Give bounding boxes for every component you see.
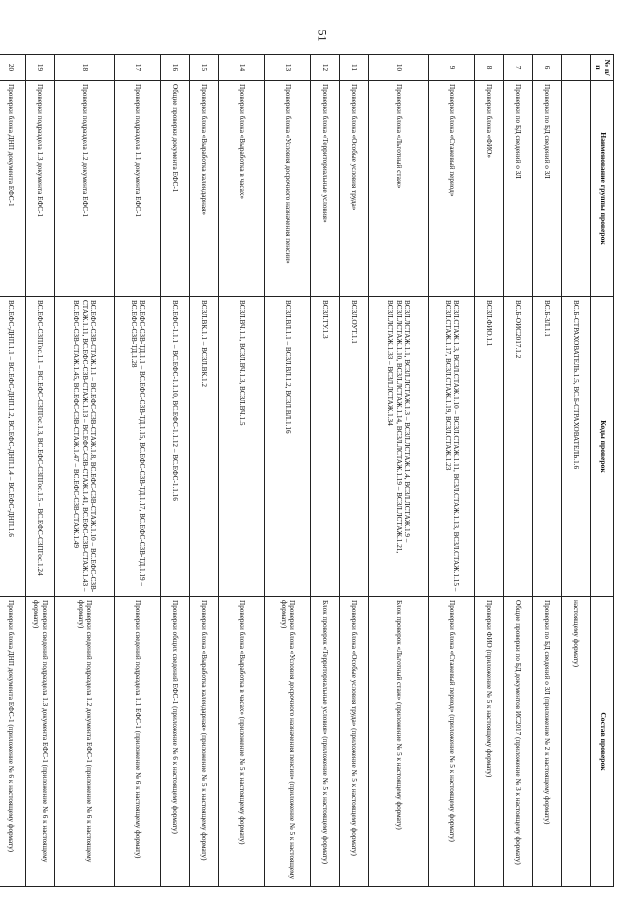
page-number: 51: [315, 29, 330, 42]
row-num: 12: [311, 55, 340, 81]
row-content: Проверки блока «Условия досрочного назначения пенсии» (приложение № 5 к настоящему формату): [265, 597, 311, 887]
row-name: Проверки подраздела 1.3 документа ЕФС-1: [26, 81, 55, 297]
row-content: настоящему формату): [562, 597, 591, 887]
rotated-table-container: [7, 54, 614, 886]
row-codes: ВС.Б-ЗЛ.1.1: [533, 297, 562, 597]
row-content: Проверки блока «Стажевый период» (приложение № 5 к настоящему формату): [429, 597, 475, 887]
table-row: [369, 55, 429, 887]
row-codes: ВСЗЛ.ВЧ.1.1, ВСЗЛ.ВЧ.1.3, ВСЗЛ.ВЧ.1.5: [219, 297, 265, 597]
header-content: Состав проверок: [591, 597, 614, 887]
row-name: Проверки блока «ФИО»: [475, 81, 504, 297]
row-codes: ВС.ЕФС-СЗПГос.1.1 – ВС.ЕФС-СЗПГос.1.3, ВС.ЕФС-СЗПГос.1.5 – ВС.ЕФС-СЗПГос.1.24: [26, 297, 55, 597]
row-name: [562, 81, 591, 297]
row-content: Проверки блока «Выработка календарная» (приложение № 5 к настоящему формату): [190, 597, 219, 887]
table-row: [115, 55, 161, 887]
row-codes: ВС.ЕФС-1.1.1 – ВС.ЕФС-1.1.10, ВС.ЕФС-1.1.12 – ВС.ЕФС-1.1.16: [161, 297, 190, 597]
table-row: [533, 55, 562, 887]
row-codes: ВСЗЛ.ВЛ.1.1 – ВСЗЛ.ВЛ.1.2, ВСЗЛ.ВЛ.1.16: [265, 297, 311, 597]
table-row: [475, 55, 504, 887]
row-name: Проверки подраздела 1.2 документа ЕФС-1: [55, 81, 115, 297]
row-num: 17: [115, 55, 161, 81]
row-codes: ВС.Б-ОИС2017.1.2: [504, 297, 533, 597]
row-content: Проверки по БД сведений о ЗЛ (приложение № 2 к настоящему формату): [533, 597, 562, 887]
row-content: Блок проверок «Льготный стаж» (приложение № 5 к настоящему формату): [369, 597, 429, 887]
table-row: [26, 55, 55, 887]
row-num: 19: [26, 55, 55, 81]
row-num: 18: [55, 55, 115, 81]
row-codes: ВС.ЕФС-СЗВ-СТАЖ.1.1 – ВС.ЕФС-СЗВ-СТАЖ.1.8, ВС.ЕФС-СЗВ-СТАЖ.1.10 – ВС.ЕФС-СЗВ-СТАЖ.1.11, ВС.ЕФС-СЗВ-СТАЖ.1.13 – ВС.ЕФС-СЗВ-СТАЖ.1.41, ВС.ЕФС-СЗВ-СТАЖ.1.43 – ВС.ЕФС-СЗВ-СТАЖ.1.45, ВС.ЕФС-СЗВ-СТАЖ.1.47 – ВС.ЕФС-СЗВ-СТАЖ.1.49: [55, 297, 115, 597]
row-num: 11: [340, 55, 369, 81]
table-row: [161, 55, 190, 887]
row-content: Проверки блока «Особые условия труда» (приложение № 5 к настоящему формату): [340, 597, 369, 887]
row-content: Блок проверок «Территориальные условия» (приложение № 5 к настоящему формату): [311, 597, 340, 887]
table-row: [311, 55, 340, 887]
table-row: [265, 55, 311, 887]
header-num: № п/п: [591, 55, 614, 81]
row-codes: ВСЗЛ.ВК.1.1 – ВСЗЛ.ВК.1.2: [190, 297, 219, 597]
row-num: 9: [429, 55, 475, 81]
row-num: [562, 55, 591, 81]
row-name: Проверки по БД сведений о ЗЛ: [504, 81, 533, 297]
row-name: Общие проверки документа ЕФС-1: [161, 81, 190, 297]
header-name: Наименование группы проверок: [591, 81, 614, 297]
row-num: 15: [190, 55, 219, 81]
row-codes: ВСЗЛ.ЛСТАЖ.1.1, ВСЗЛ.ЛСТАЖ.1.3 – ВСЗЛ.ЛСТАЖ.1.4, ВСЗЛ.ЛСТАЖ.1.9 – ВСЗЛ.ЛСТАЖ.1.10, ВСЗЛ.ЛСТАЖ.1.14, ВСЗЛ.ЛСТАЖ.1.19 – ВСЗЛ.ЛСТАЖ.1.21, ВСЗЛ.ЛСТАЖ.1.33 – ВСЗЛ.ЛСТАЖ.1.34: [369, 297, 429, 597]
row-name: Проверки блока «Выработка календарная»: [190, 81, 219, 297]
row-content: Проверки сведений подраздела 1.3 документа ЕФС-1 (приложение № 6 к настоящему формату): [26, 597, 55, 887]
row-content: Общие проверки по БД документов ИС2017 (приложение № 3 к настоящему формату): [504, 597, 533, 887]
row-num: 14: [219, 55, 265, 81]
table-row: [190, 55, 219, 887]
row-name: Проверки по БД сведений о ЗЛ: [533, 81, 562, 297]
row-name: Проверки блока ДНП документа ЕФС-1: [0, 81, 26, 297]
row-name: Проверки блока «Условия досрочного назначения пенсии»: [265, 81, 311, 297]
row-content: Проверки общих сведений ЕФС-1 (приложение № 6 к настоящему формату): [161, 597, 190, 887]
table-row: [0, 55, 26, 887]
table-row: [429, 55, 475, 887]
row-name: Проверки блока «Особые условия труда»: [340, 81, 369, 297]
row-content: Проверки блока ДНП документа ЕФС-1 (приложение № 6 к настоящему формату): [0, 597, 26, 887]
row-content: Проверки сведений подраздела 1.1 ЕФС-1 (приложение № 6 к настоящему формату): [115, 597, 161, 887]
table-row: [504, 55, 533, 887]
row-name: Проверки блока «Льготный стаж»: [369, 81, 429, 297]
checks-table: [0, 54, 614, 887]
row-num: 6: [533, 55, 562, 81]
row-codes: ВСЗЛ.ОУТ.1.1: [340, 297, 369, 597]
table-row: [219, 55, 265, 887]
row-num: 8: [475, 55, 504, 81]
row-num: 10: [369, 55, 429, 81]
table-frame: [7, 54, 614, 886]
row-content: Проверки сведений подраздела 1.2 документа ЕФС-1 (приложение № 6 к настоящему формату): [55, 597, 115, 887]
header-codes: Коды проверок: [591, 297, 614, 597]
row-num: 13: [265, 55, 311, 81]
row-content: Проверки блока «Выработка в часах» (приложение № 5 к настоящему формату): [219, 597, 265, 887]
row-content: Проверки ФИО (приложение № 5 к настоящему формату): [475, 597, 504, 887]
row-num: 20: [0, 55, 26, 81]
row-name: Проверки подраздела 1.1 документа ЕФС-1: [115, 81, 161, 297]
table-row: [340, 55, 369, 887]
row-name: Проверки блока «Территориальные условия»: [311, 81, 340, 297]
row-num: 7: [504, 55, 533, 81]
row-codes: ВСЗЛ.ТУ.1.3: [311, 297, 340, 597]
row-name: Проверки блока «Стажевый период»: [429, 81, 475, 297]
table-header-row: [591, 55, 614, 887]
row-num: 16: [161, 55, 190, 81]
row-codes: ВС.ЕФС-ДНП.1.1 – ВС.ЕФС-ДНП.1.2, ВС.ЕФС-ДНП.1.4 – ВС.ЕФС-ДНП.1.6: [0, 297, 26, 597]
row-codes: ВС.ЕФС-СЗВ-ТД.1.1 – ВС.ЕФС-СЗВ-ТД.1.15, ВС.ЕФС-СЗВ-ТД.1.17, ВС.ЕФС-СЗВ-ТД.1.19 – ВС.ЕФС-СЗВ-ТД.1.28: [115, 297, 161, 597]
table-row: [562, 55, 591, 887]
row-name: Проверки блока «Выработка в часах»: [219, 81, 265, 297]
row-codes: ВСЗЛ.ФИО.1.1: [475, 297, 504, 597]
row-codes: ВС.Б-СТРАХОВАТЕЛЬ.1.5, ВС.Б-СТРАХОВАТЕЛЬ.1.6: [562, 297, 591, 597]
row-codes: ВСЗЛ.СТАЖ.1.3, ВСЗЛ.СТАЖ.1.10 – ВСЗЛ.СТАЖ.1.11, ВСЗЛ.СТАЖ.1.13, ВСЗЛ.СТАЖ.1.15 – ВСЗЛ.СТАЖ.1.17, ВСЗЛ.СТАЖ.1.19, ВСЗЛ.СТАЖ.1.23: [429, 297, 475, 597]
table-row: [55, 55, 115, 887]
